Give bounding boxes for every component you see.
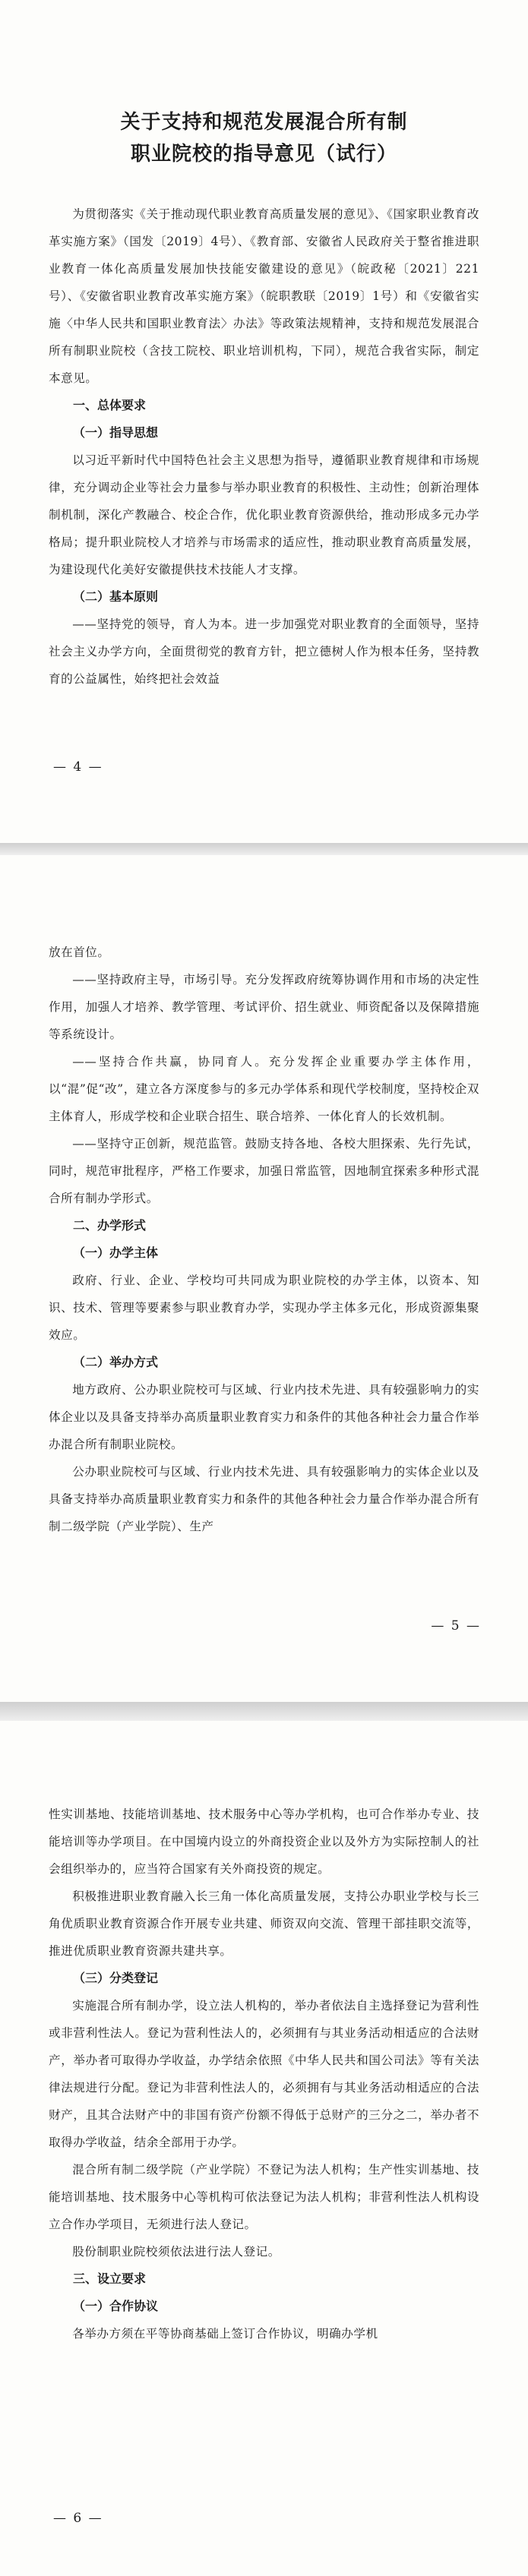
document-page-6 (0, 1721, 528, 2576)
continued-paragraph: 性实训基地、技能培训基地、技术服务中心等办学机构，也可合作举办专业、技能培训等办学项目。在中国境内设立的外商投资企业以及外方为实际控制人的社会组织举办的，应当符合国家有关外商投资的规定。 (49, 1807, 479, 1876)
yrd-integration-paragraph: 积极推进职业教育融入长三角一体化高质量发展，支持公办职业学校与长三角优质职业教育资源合作开展专业共建、师资双向交流、管理干部挂职交流等，推进优质职业教育资源共建共享。 (49, 1889, 479, 1958)
section-heading-1: 一、总体要求 (73, 398, 147, 412)
subsection-cooperation-agreement: （一）合作协议 (73, 2299, 159, 2313)
school-subject-paragraph: 政府、行业、企业、学校均可共同成为职业院校的办学主体，以资本、知识、技术、管理等要素参与职业教育办学，实现办学主体多元化，形成资源集聚效应。 (49, 1274, 479, 1342)
operation-method-paragraph-2: 公办职业院校可与区域、行业内技术先进、具有较强影响力的实体企业以及具备支持举办高质量职业教育实力和条件的其他各种社会力量合作举办混合所有制二级学院（产业学院）、生产 (49, 1465, 479, 1533)
registration-paragraph-1: 实施混合所有制办学，设立法人机构的，举办者依法自主选择登记为营利性或非营利性法人。登记为营利性法人的，必须拥有与其业务活动相适应的合法财产，举办者可取得办学收益，办学结余依照《中华人民共和国公司法》等有关法律法规进行分配。登记为非营利性法人的，必须拥有与其业务活动相适应的合法财产，且其合法财产中的非国有资产份额不得低于总财产的三分之二，举办者不取得办学收益，结余全部用于办学。 (49, 1999, 479, 2149)
page-number: — 5 — (431, 1618, 481, 1634)
subsection-basic-principles: （二）基本原则 (73, 589, 159, 604)
intro-paragraph: 为贯彻落实《关于推动现代职业教育高质量发展的意见》、《国家职业教育改革实施方案》（国发〔2019〕4号）、《教育部、安徽省人民政府关于整省推进职业教育一体化高质量发展加快技能安徽建设的意见》（皖政秘〔2021〕221号）、《安徽省职业教育改革实施方案》（皖职教联〔2019〕1号）和《安徽省实施〈中华人民共和国职业教育法〉办法》等政策法规精神，支持和规范发展混合所有制职业院校（含技工院校、职业培训机构，下同），规范合我省实际，制定本意见。 (49, 207, 479, 385)
document-page-4 (0, 0, 528, 843)
document-page-5 (0, 855, 528, 1702)
document-title (49, 106, 479, 170)
principle-paragraph-4: ——坚持守正创新，规范监管。鼓励支持各地、各校大胆探索、先行先试，同时，规范审批程序，严格工作要求，加强日常监管，因地制宜探索多种形式混合所有制办学形式。 (49, 1137, 479, 1205)
registration-paragraph-2: 混合所有制二级学院（产业学院）不登记为法人机构；生产性实训基地、技能培训基地、技术服务中心等机构可依法登记为法人机构；非营利性法人机构设立合作办学项目，无须进行法人登记。 (49, 2163, 479, 2231)
continued-paragraph: 放在首位。 (49, 945, 110, 959)
operation-method-paragraph-1: 地方政府、公办职业院校可与区域、行业内技术先进、具有较强影响力的实体企业以及具备支持举办高质量职业教育实力和条件的其他各种社会力量合作举办混合所有制职业院校。 (49, 1383, 479, 1451)
principle-paragraph-1: ——坚持党的领导，育人为本。进一步加强党对职业教育的全面领导，坚持社会主义办学方向，全面贯彻党的教育方针，把立德树人作为根本任务，坚持教育的公益属性，始终把社会效益 (49, 617, 479, 686)
subsection-school-subject: （一）办学主体 (73, 1245, 159, 1260)
title-line-1: 关于支持和规范发展混合所有制 (120, 111, 408, 134)
principle-paragraph-2: ——坚持政府主导，市场引导。充分发挥政府统筹协调作用和市场的决定性作用，加强人才培养、教学管理、考试评价、招生就业、师资配备以及保障措施等系统设计。 (49, 973, 479, 1041)
page-separator (0, 843, 528, 855)
subsection-guiding-thought: （一）指导思想 (73, 425, 159, 440)
agreement-paragraph: 各举办方须在平等协商基础上签订合作协议，明确办学机 (72, 2327, 378, 2341)
page-separator (0, 1702, 528, 1721)
page-number: — 4 — (53, 759, 103, 775)
principle-paragraph-3: ——坚持合作共赢，协同育人。充分发挥企业重要办学主体作用，以“混”促“改”，建立各方深度参与的多元办学体系和现代学校制度，坚持校企双主体育人，形成学校和企业联合招生、联合培养、一体化育人的长效机制。 (49, 1055, 479, 1123)
registration-paragraph-3: 股份制职业院校须依法进行法人登记。 (72, 2245, 280, 2259)
subsection-classified-registration: （三）分类登记 (73, 1971, 159, 1985)
title-line-2: 职业院校的指导意见（试行） (130, 143, 397, 166)
section-heading-2: 二、办学形式 (73, 1218, 147, 1233)
guiding-thought-paragraph: 以习近平新时代中国特色社会主义思想为指导，遵循职业教育规律和市场规律，充分调动企业等社会力量参与举办职业教育的积极性、主动性；创新治理体制机制，深化产教融合、校企合作，优化职业教育资源供给，推动形成多元办学格局；提升职业院校人才培养与市场需求的适应性，推动职业教育高质量发展，为建设现代化美好安徽提供技术技能人才支撑。 (49, 453, 479, 576)
section-heading-3: 三、设立要求 (73, 2271, 147, 2286)
page-number: — 6 — (53, 2511, 103, 2526)
subsection-operation-method: （二）举办方式 (73, 1355, 159, 1369)
